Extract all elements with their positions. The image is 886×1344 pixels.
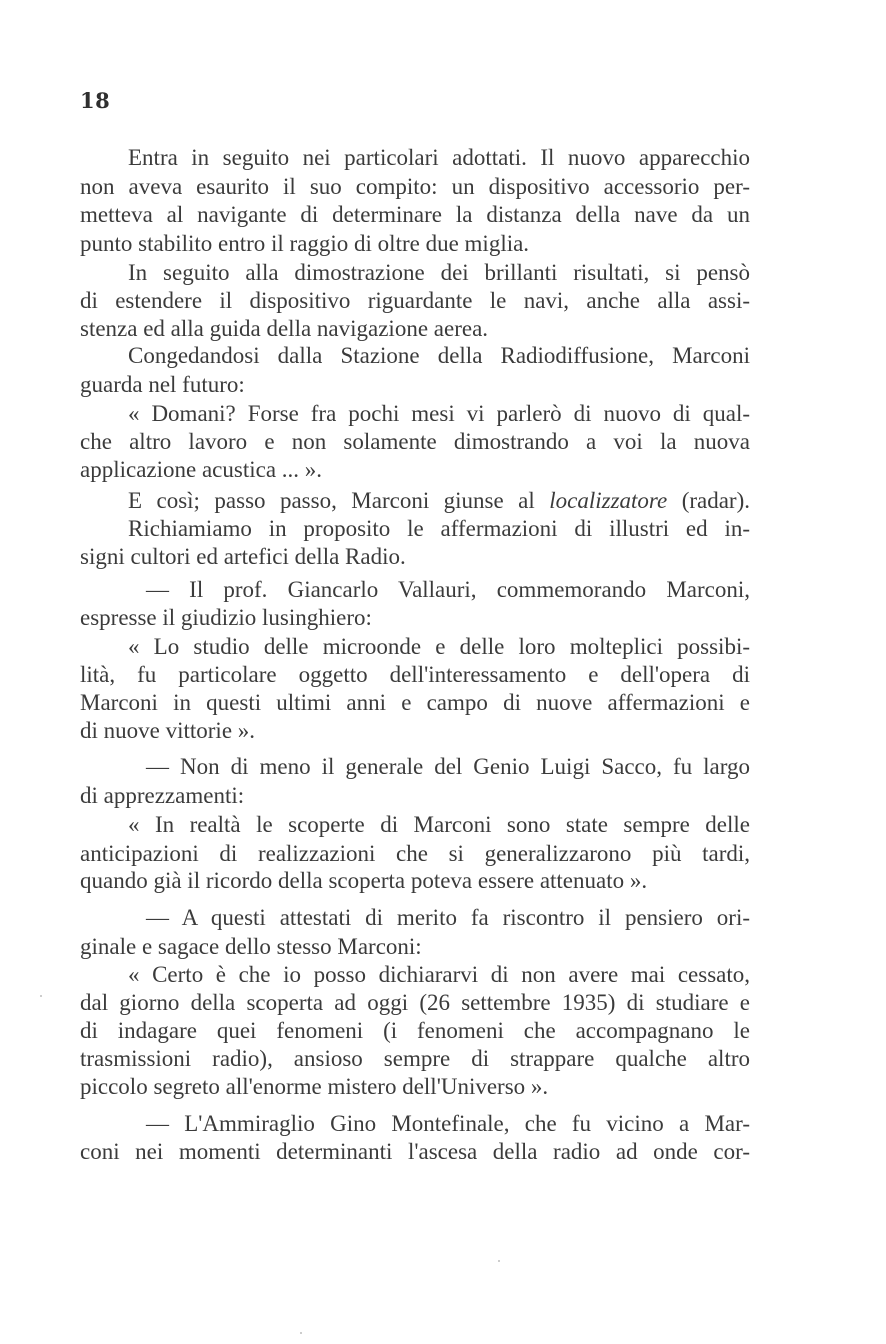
text-line: che altro lavoro e non solamente dimostrando a voi la nuova: [80, 429, 750, 454]
text-line: ginale e sagace dello stesso Marconi:: [80, 934, 422, 959]
text-line: applicazione acustica ... ».: [80, 457, 323, 482]
text-line: di nuove vittorie ».: [80, 718, 256, 743]
text-line: [80, 486, 750, 516]
text-line: « In realtà le scoperte di Marconi sono state sempre delle: [128, 812, 750, 837]
text-line: guarda nel futuro:: [80, 372, 245, 397]
text-line: « Certo è che io posso dichiararvi di non avere mai cessato,: [128, 962, 750, 987]
text-line: di estendere il dispositivo riguardante le navi, anche alla assi-: [80, 288, 750, 313]
text-line: Marconi in questi ultimi anni e campo di nuove affermazioni e: [80, 690, 750, 715]
text-line: lità, fu particolare oggetto dell'interessamento e dell'opera di: [80, 662, 750, 687]
text-line: trasmissioni radio), ansioso sempre di strappare qualche altro: [80, 1046, 750, 1071]
text-line: « Domani? Forse fra pochi mesi vi parlerò di nuovo di qual-: [128, 401, 750, 426]
text-line: metteva al navigante di determinare la distanza della nave da un: [80, 202, 750, 227]
text-line: anticipazioni di realizzazioni che si generalizzarono più tardi,: [80, 841, 750, 866]
text-line: — Il prof. Giancarlo Vallauri, commemorando Marconi,: [146, 577, 750, 602]
text-line: Congedandosi dalla Stazione della Radiodiffusione, Marconi: [128, 343, 750, 368]
page-number: 18: [80, 88, 111, 113]
text-line: di indagare quei fenomeni (i fenomeni che accompagnano le: [80, 1018, 750, 1043]
text-line: In seguito alla dimostrazione dei brillanti risultati, si pensò: [128, 260, 750, 285]
scan-speck: [498, 1260, 500, 1262]
text-segment: E così; passo passo, Marconi giunse al: [128, 488, 550, 513]
text-line: dal giorno della scoperta ad oggi (26 settembre 1935) di studiare e: [80, 990, 750, 1015]
text-line: quando già il ricordo della scoperta poteva essere attenuato ».: [80, 868, 648, 893]
text-line: — L'Ammiraglio Gino Montefinale, che fu vicino a Mar-: [146, 1111, 750, 1136]
text-line: signi cultori ed artefici della Radio.: [80, 544, 406, 569]
text-line: — Non di meno il generale del Genio Luigi Sacco, fu largo: [146, 754, 750, 779]
text-segment: (radar).: [667, 488, 750, 513]
text-line: punto stabilito entro il raggio di oltre due miglia.: [80, 231, 530, 256]
text-line: non aveva esaurito il suo compito: un dispositivo accessorio per-: [80, 174, 750, 199]
text-line: piccolo segreto all'enorme mistero dell'Universo ».: [80, 1074, 549, 1099]
italic-term: localizzatore: [549, 488, 668, 513]
text-line: di apprezzamenti:: [80, 783, 245, 808]
scan-speck: [40, 995, 42, 997]
text-line: « Lo studio delle microonde e delle loro molteplici possibi-: [128, 634, 750, 659]
text-line: — A questi attestati di merito fa riscontro il pensiero ori-: [146, 905, 750, 930]
text-line: espresse il giudizio lusinghiero:: [80, 605, 372, 630]
text-line: coni nei momenti determinanti l'ascesa della radio ad onde cor-: [80, 1139, 750, 1164]
text-line: Richiamiamo in proposito le affermazioni di illustri ed in-: [128, 516, 750, 541]
text-line: stenza ed alla guida della navigazione aerea.: [80, 316, 489, 341]
text-line: Entra in seguito nei particolari adottati. Il nuovo apparecchio: [128, 145, 750, 170]
scan-speck: [300, 1332, 302, 1334]
